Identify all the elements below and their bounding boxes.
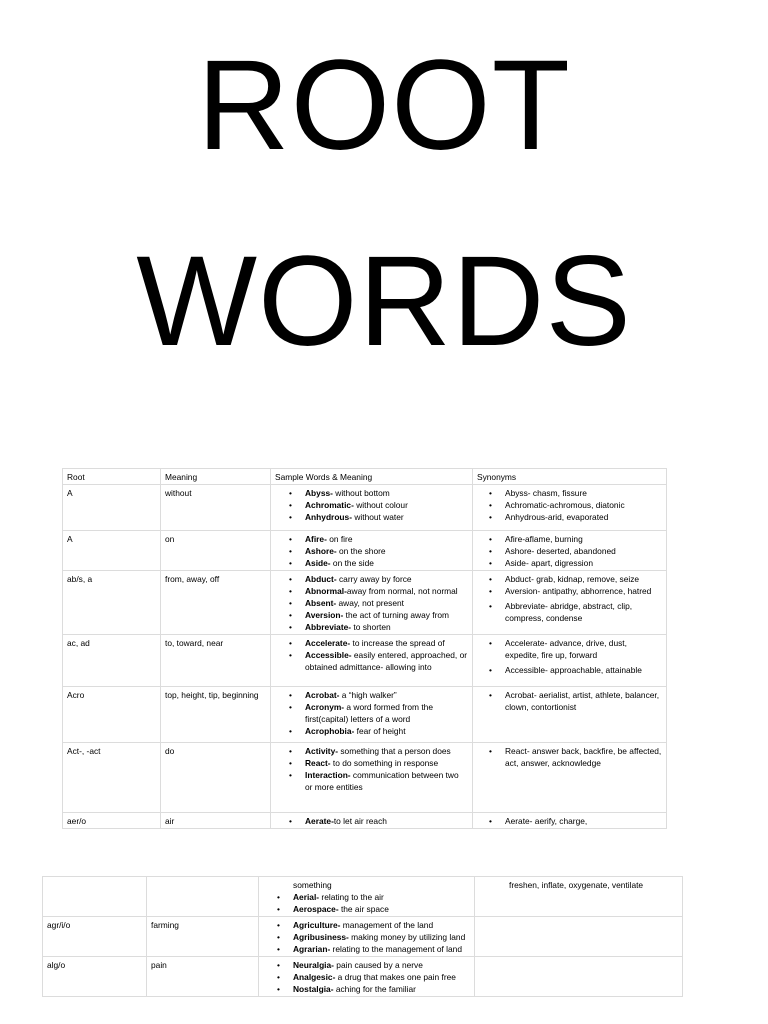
list-item	[275, 533, 468, 545]
table-row	[43, 877, 683, 917]
sample-word: Abnormal-	[305, 586, 347, 596]
sample-word: Activity-	[305, 746, 339, 756]
table-row	[63, 485, 667, 531]
sample-word: Abyss-	[305, 488, 333, 498]
list-item	[275, 609, 468, 621]
list-item: • Abyss- chasm, fissure	[477, 487, 662, 499]
sample-words-cell	[271, 635, 473, 687]
table-row	[63, 531, 667, 571]
list-item	[275, 745, 468, 757]
synonyms-cell	[473, 743, 667, 813]
list-item: • Accessible- approachable, attainable	[477, 664, 662, 676]
sample-words-cell	[271, 531, 473, 571]
list-item	[275, 637, 468, 649]
synonyms-cell	[475, 957, 683, 997]
sample-definition: a drug that makes one pain free	[335, 972, 456, 982]
meaning-cell: farming	[147, 917, 259, 957]
meaning-cell: pain	[147, 957, 259, 997]
sample-definition: away from normal, not normal	[346, 586, 458, 596]
column-header-sample-words: Sample Words & Meaning	[271, 469, 473, 485]
list-item	[275, 689, 468, 701]
table-row	[63, 635, 667, 687]
meaning-cell: to, toward, near	[161, 635, 271, 687]
list-item	[275, 597, 468, 609]
list-item: • React- answer back, backfire, be affected, act, answer, acknowledge	[477, 745, 662, 769]
sample-definition: relating to the management of land	[330, 944, 462, 954]
list-item: • Achromatic-achromous, diatonic	[477, 499, 662, 511]
continued-text: something	[293, 880, 332, 890]
synonyms-cell	[473, 813, 667, 829]
synonyms-cell	[473, 571, 667, 635]
sample-definition: to increase the spread of	[350, 638, 445, 648]
list-item	[275, 621, 468, 633]
synonyms-cell	[473, 635, 667, 687]
sample-words-cell	[271, 813, 473, 829]
sample-definition: something that a person does	[338, 746, 451, 756]
list-item	[275, 701, 468, 725]
list-item	[275, 545, 468, 557]
sample-definition: without bottom	[332, 488, 390, 498]
list-item: • Ashore- deserted, abandoned	[477, 545, 662, 557]
sample-word: Agrarian-	[293, 944, 331, 954]
sample-word: Aerospace-	[293, 904, 339, 914]
synonyms-cell	[473, 485, 667, 531]
root-cell: A	[63, 485, 161, 531]
sample-definition: without water	[352, 512, 404, 522]
sample-definition: easily entered, approached, or obtained admittance- allowing into	[305, 650, 468, 672]
list-item	[275, 573, 468, 585]
sample-words-cell	[271, 687, 473, 743]
root-words-table	[62, 468, 667, 829]
sample-word: Absent-	[305, 598, 337, 608]
list-item: • Afire-aflame, burning	[477, 533, 662, 545]
sample-definition: carry away by force	[336, 574, 412, 584]
column-header-synonyms: Synonyms	[473, 469, 667, 485]
sample-word: Nostalgia-	[293, 984, 334, 994]
list-item	[275, 511, 468, 523]
root-cell	[43, 877, 147, 917]
list-item	[275, 815, 468, 827]
sample-word: React-	[305, 758, 331, 768]
table-row	[63, 687, 667, 743]
column-header-root: Root	[63, 469, 161, 485]
synonyms-cell	[475, 877, 683, 917]
list-item: • Abduct- grab, kidnap, remove, seize	[477, 573, 662, 585]
sample-word: Accessible-	[305, 650, 352, 660]
meaning-cell: on	[161, 531, 271, 571]
synonyms-cell	[473, 687, 667, 743]
meaning-cell: air	[161, 813, 271, 829]
list-item	[275, 585, 468, 597]
sample-word: Agriculture-	[293, 920, 341, 930]
root-cell: ac, ad	[63, 635, 161, 687]
sample-definition: on fire	[326, 534, 353, 544]
table-row	[63, 571, 667, 635]
sample-words-cell	[259, 917, 475, 957]
sample-word: Accelerate-	[305, 638, 351, 648]
sample-word: Achromatic-	[305, 500, 354, 510]
list-item	[275, 757, 468, 769]
sample-definition: the air space	[338, 904, 389, 914]
root-cell: agr/i/o	[43, 917, 147, 957]
page-title-line-1: ROOT	[197, 34, 571, 177]
table-row	[43, 957, 683, 997]
sample-definition: a word formed from the first(capital) letters of a word	[305, 702, 433, 724]
sample-definition: a “high walker”	[339, 690, 397, 700]
sample-definition: making money by utilizing land	[348, 932, 466, 942]
meaning-cell: do	[161, 743, 271, 813]
table-row	[63, 743, 667, 813]
list-item: • Aerate- aerify, charge,	[477, 815, 662, 827]
root-cell: ab/s, a	[63, 571, 161, 635]
sample-definition: to shorten	[351, 622, 391, 632]
table-row	[63, 813, 667, 829]
sample-words-cell	[259, 957, 475, 997]
sample-word: Interaction-	[305, 770, 351, 780]
sample-word: Ashore-	[305, 546, 337, 556]
root-cell: A	[63, 531, 161, 571]
synonyms-cell	[473, 531, 667, 571]
list-item	[263, 903, 470, 915]
sample-word: Afire-	[305, 534, 327, 544]
sample-definition: relating to the air	[319, 892, 384, 902]
sample-word: Abbreviate-	[305, 622, 352, 632]
sample-definition: on the shore	[336, 546, 386, 556]
root-words-table-continued	[42, 876, 683, 997]
list-item	[275, 499, 468, 511]
sample-word: Abduct-	[305, 574, 337, 584]
list-item	[275, 557, 468, 569]
synonyms-cell	[475, 917, 683, 957]
list-item	[275, 725, 468, 737]
sample-word: Aversion-	[305, 610, 344, 620]
list-item	[275, 649, 468, 673]
sample-words-cell	[271, 485, 473, 531]
root-cell: aer/o	[63, 813, 161, 829]
list-item	[275, 487, 468, 499]
sample-word: Anhydrous-	[305, 512, 352, 522]
list-item: • Accelerate- advance, drive, dust, expedite, fire up, forward	[477, 637, 662, 661]
meaning-cell	[147, 877, 259, 917]
sample-word: Aerate-	[305, 816, 334, 826]
list-item	[275, 769, 468, 793]
sample-words-cell	[271, 743, 473, 813]
sample-word: Acronym-	[305, 702, 345, 712]
synonym-text: freshen, inflate, oxygenate, ventilate	[509, 880, 644, 890]
sample-definition: without colour	[353, 500, 408, 510]
sample-word: Aside-	[305, 558, 331, 568]
list-item	[263, 943, 470, 955]
list-item: • Aside- apart, digression	[477, 557, 662, 569]
sample-words-cell	[271, 571, 473, 635]
sample-definition: to let air reach	[333, 816, 387, 826]
column-header-meaning: Meaning	[161, 469, 271, 485]
sample-word: Analgesic-	[293, 972, 336, 982]
list-item	[263, 983, 470, 995]
list-item	[263, 971, 470, 983]
sample-definition: fear of height	[354, 726, 406, 736]
table-row	[43, 917, 683, 957]
list-item: • Acrobat- aerialist, artist, athlete, balancer, clown, contortionist	[477, 689, 662, 713]
sample-definition: management of the land	[340, 920, 434, 930]
sample-definition: away, not present	[336, 598, 405, 608]
root-cell: Act-, -act	[63, 743, 161, 813]
list-item: • Abbreviate- abridge, abstract, clip, compress, condense	[477, 600, 662, 624]
meaning-cell: without	[161, 485, 271, 531]
sample-word: Acrophobia-	[305, 726, 355, 736]
table-header-row	[63, 469, 667, 485]
sample-definition: the act of turning away from	[343, 610, 449, 620]
page-title-line-2: WORDS	[136, 230, 632, 373]
sample-words-cell	[259, 877, 475, 917]
sample-definition: pain caused by a nerve	[333, 960, 423, 970]
list-item: • Aversion- antipathy, abhorrence, hatred	[477, 585, 662, 597]
sample-word: Neuralgia-	[293, 960, 334, 970]
list-item	[263, 891, 470, 903]
list-item	[263, 931, 470, 943]
sample-word: Agribusiness-	[293, 932, 349, 942]
list-item	[263, 919, 470, 931]
sample-definition: aching for the familiar	[333, 984, 416, 994]
sample-definition: to do something in response	[330, 758, 439, 768]
list-item: • Anhydrous-arid, evaporated	[477, 511, 662, 523]
meaning-cell: top, height, tip, beginning	[161, 687, 271, 743]
sample-definition: on the side	[330, 558, 374, 568]
list-item	[263, 959, 470, 971]
meaning-cell: from, away, off	[161, 571, 271, 635]
root-cell: Acro	[63, 687, 161, 743]
root-cell: alg/o	[43, 957, 147, 997]
sample-word: Acrobat-	[305, 690, 340, 700]
sample-definition: communication between two or more entities	[305, 770, 459, 792]
sample-word: Aerial-	[293, 892, 320, 902]
